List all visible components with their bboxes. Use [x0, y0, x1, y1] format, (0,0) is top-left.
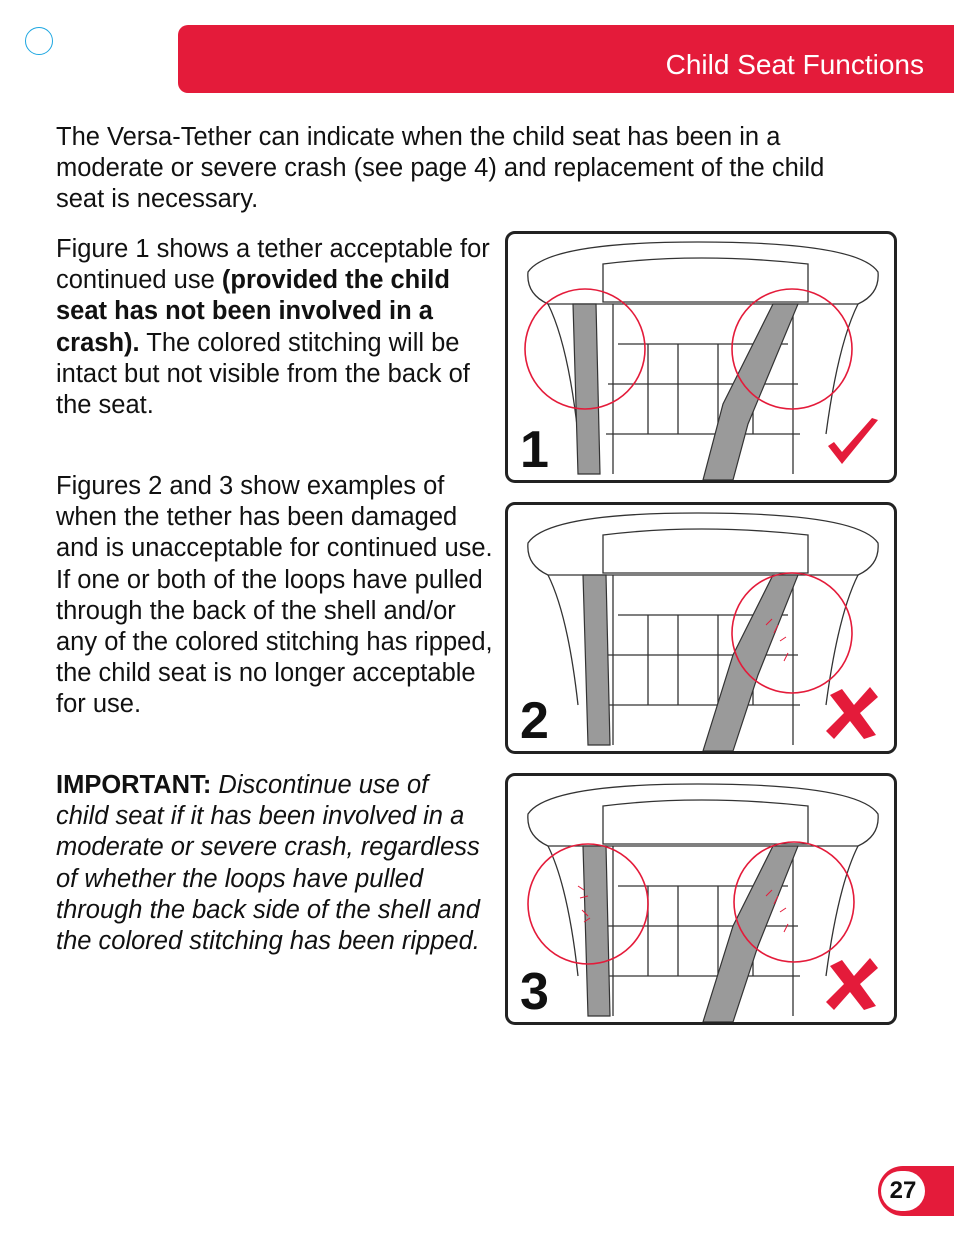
figure-number: 1 [520, 421, 549, 479]
figure-1 [505, 231, 897, 483]
check-mark-icon [824, 414, 880, 470]
figure1-paragraph [56, 234, 496, 421]
important-paragraph [56, 770, 486, 957]
figure1-text-start: Figure 1 shows a tether acceptable for continued use [56, 235, 490, 295]
x-mark-icon [824, 956, 880, 1012]
figure-number: 3 [520, 963, 549, 1021]
section-title: Child Seat Functions [665, 49, 924, 80]
important-label: IMPORTANT: [56, 771, 212, 799]
figures23-paragraph [56, 471, 496, 721]
figure1-text-bold: (provided the child seat has not been involved in a crash). [56, 266, 450, 357]
figure1-text-end: The colored stitching will be intact but not visible from the back of the seat. [56, 328, 470, 420]
figure-number: 2 [520, 692, 549, 750]
page-number: 27 [881, 1171, 925, 1211]
figures23-text: Figures 2 and 3 show examples of when the tether has been damaged and is unacceptable for continued use. If one or both of the loops have pulled through the back of the shell and/or any of the colored stitching has ripped, the child seat is no longer acceptable for use. [56, 472, 493, 719]
registration-mark-icon [25, 27, 53, 55]
intro-text: The Versa-Tether can indicate when the child seat has been in a moderate or severe crash (see page 4) and replacement of the child seat is necessary. [56, 123, 825, 214]
x-mark-icon [824, 685, 880, 741]
section-header [178, 25, 954, 93]
important-text: Discontinue use of child seat if it has been involved in a moderate or severe crash, regardless of whether the loops have pulled through the back side of the shell and the colored stitching has been ripped. [56, 771, 480, 956]
figure-2 [505, 502, 897, 754]
figure-3 [505, 773, 897, 1025]
intro-paragraph [56, 122, 876, 216]
page-number-tab [878, 1166, 954, 1216]
